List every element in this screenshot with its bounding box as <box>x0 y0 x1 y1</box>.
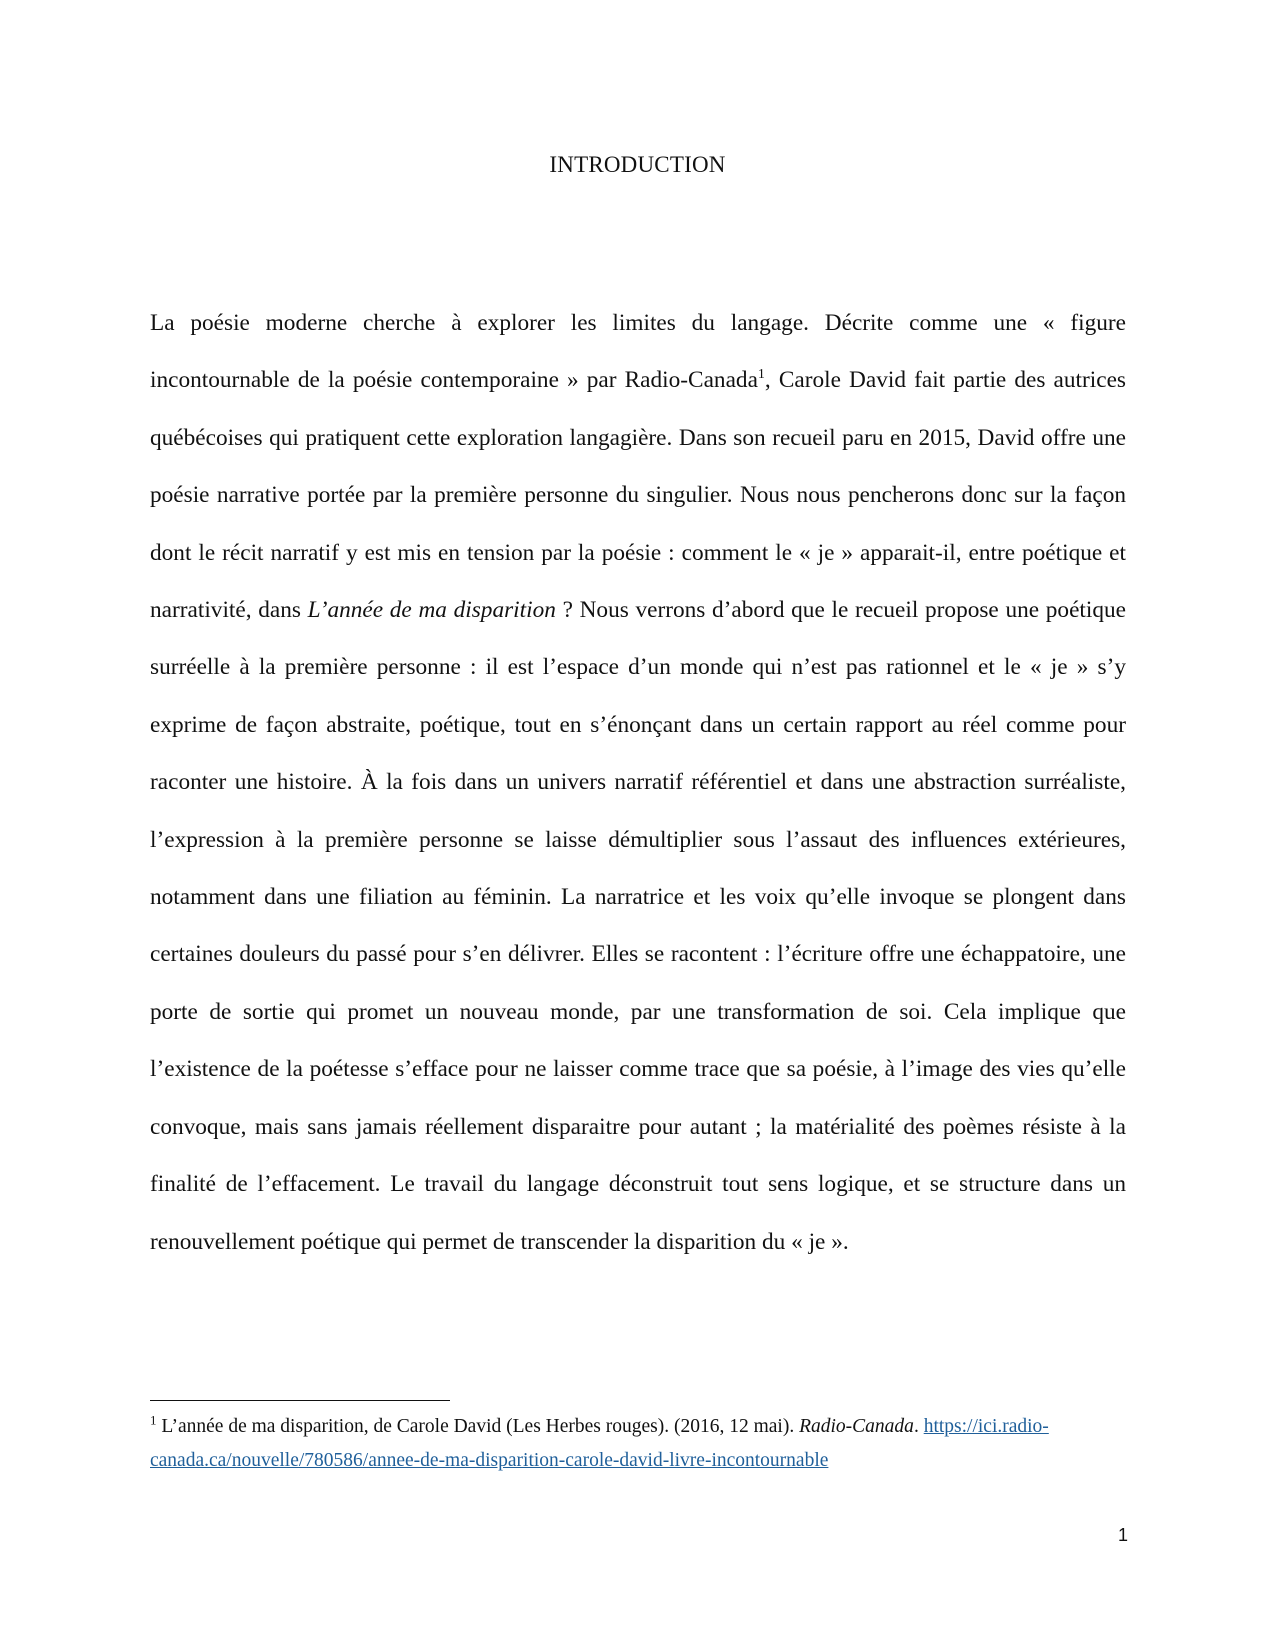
page-number: 1 <box>1117 1525 1128 1545</box>
footnote <box>150 1410 1126 1478</box>
footnote-link[interactable]: https://ici.radio-canada.ca/nouvelle/780586/annee-de-ma-disparition-carole-david-livre-incontournable <box>150 1416 1049 1471</box>
paragraph-text-part-1: La poésie moderne cherche à explorer les limites du langage. Décrite comme une « figure incontournable de la poésie contemporaine » par Radio-Canada <box>150 310 1126 394</box>
footnote-number: 1 <box>150 1412 157 1428</box>
footnote-text: L’année de ma disparition, de Carole David (Les Herbes rouges). (2016, 12 mai). <box>156 1416 800 1437</box>
footnote-separator-text: . <box>913 1416 924 1437</box>
paragraph-text-part-3: ? Nous verrons d’abord que le recueil propose une poétique surréelle à la première personne : il est l’espace d’un monde qui n’est pas rationnel et le « je » s’y exprime de façon abstraite, poétique, tout en s’énonçant dans un certain rapport au réel comme pour raconter une histoire. À la fois dans un univers narratif référentiel et dans une abstraction surréaliste, l’expression à la première personne se laisse démultiplier sous l’assaut des influences extérieures, notamment dans une filiation au féminin. La narratrice et les voix qu’elle invoque se plongent dans certaines douleurs du passé pour s’en délivrer. Elles se racontent : l’écriture offre une échappatoire, une porte de sortie qui promet un nouveau monde, par une transformation de soi. Cela implique que l’existence de la poétesse s’efface pour ne laisser comme trace que sa poésie, à l’image des vies qu’elle convoque, mais sans jamais réellement disparaitre pour autant ; la matérialité des poèmes résiste à la finalité de l’effacement. Le travail du langage déconstruit tout sens logique, et se structure dans un renouvellement poétique qui permet de transcender la disparition du « je ». <box>150 597 1126 1255</box>
paragraph-text-part-2: , Carole David fait partie des autrices québécoises qui pratiquent cette exploration langagière. Dans son recueil paru en 2015, David offre une poésie narrative portée par la première personne du singulier. Nous nous pencherons donc sur la façon dont le récit narratif y est mis en tension par la poésie : comment le « je » apparait-il, entre poétique et narrativité, dans <box>150 367 1126 624</box>
footnote-source: Radio-Canada <box>799 1416 914 1437</box>
book-title: L’année de ma disparition <box>307 597 556 624</box>
body-paragraph <box>150 295 1126 1271</box>
footnote-reference[interactable]: 1 <box>757 367 765 383</box>
footnote-separator <box>150 1400 450 1401</box>
page-title: INTRODUCTION <box>549 152 726 177</box>
